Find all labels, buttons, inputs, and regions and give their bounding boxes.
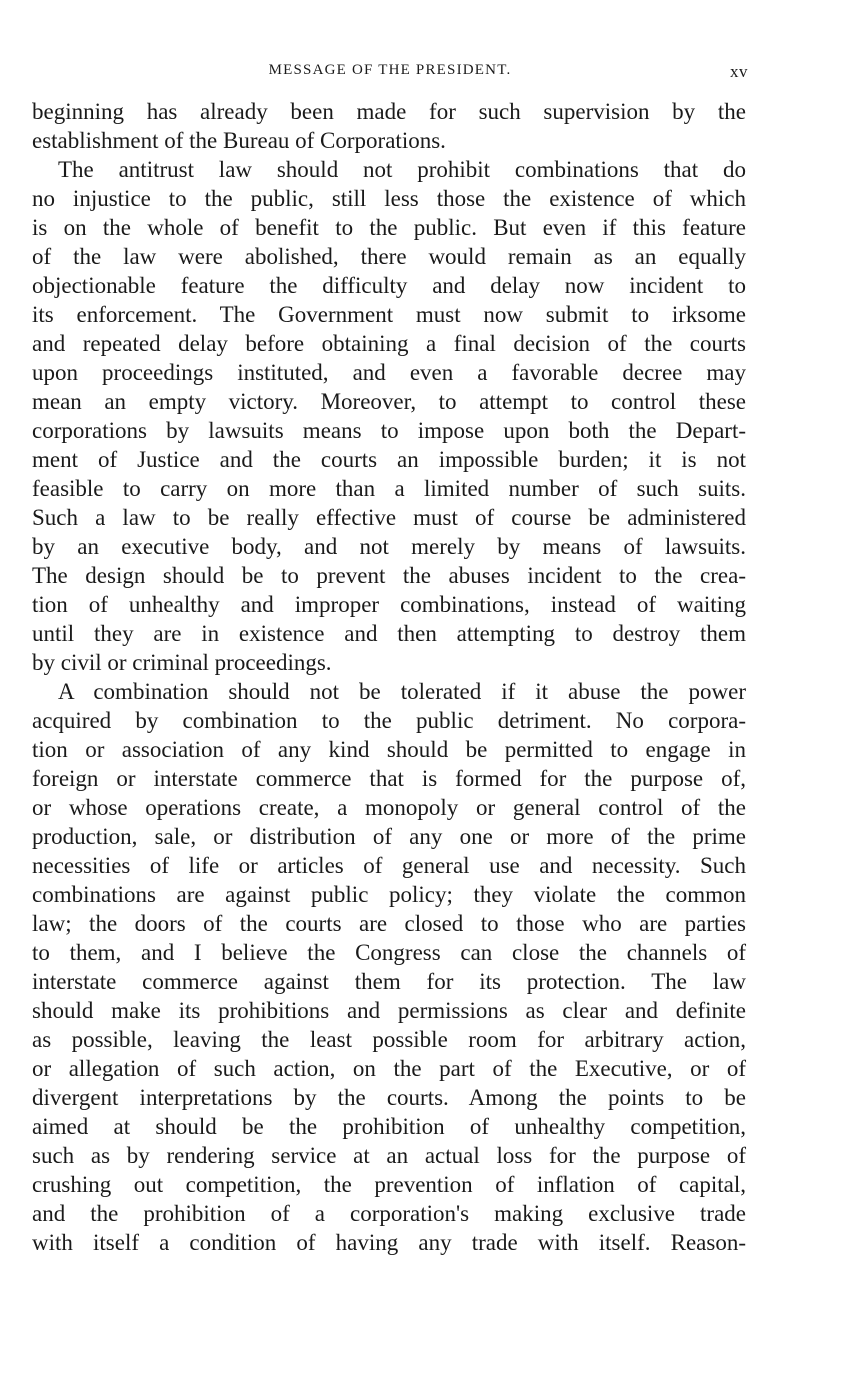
paragraph xyxy=(32,677,746,1257)
text-line: A combination should not be tolerated if it abuse the power xyxy=(58,679,746,704)
text-line: or whose operations create, a monopoly or general control of the xyxy=(32,795,746,820)
text-line: tion of unhealthy and improper combinations, instead of waiting xyxy=(32,592,746,617)
text-line: Such a law to be really effective must of course be administered xyxy=(32,505,746,530)
paragraph xyxy=(32,155,746,677)
text-line: of the law were abolished, there would remain as an equally xyxy=(32,244,746,269)
text-line: corporations by lawsuits means to impose upon both the Depart- xyxy=(32,418,746,443)
text-line: until they are in existence and then attempting to destroy them xyxy=(32,621,746,646)
text-line: its enforcement. The Government must now submit to irksome xyxy=(32,302,746,327)
text-line: with itself a condition of having any trade with itself. Reason- xyxy=(32,1230,746,1255)
text-line: no injustice to the public, still less those the existence of which xyxy=(32,186,746,211)
text-line: is on the whole of benefit to the public. But even if this feature xyxy=(32,215,746,240)
text-line: aimed at should be the prohibition of unhealthy competition, xyxy=(32,1114,746,1139)
text-line: establishment of the Bureau of Corporations. xyxy=(32,128,446,153)
text-line: such as by rendering service at an actual loss for the purpose of xyxy=(32,1143,746,1168)
text-line: as possible, leaving the least possible room for arbitrary action, xyxy=(32,1027,746,1052)
text-line: production, sale, or distribution of any one or more of the prime xyxy=(32,824,746,849)
text-line: by an executive body, and not merely by means of lawsuits. xyxy=(32,534,746,559)
text-line: and the prohibition of a corporation's making exclusive trade xyxy=(32,1201,746,1226)
text-line: interstate commerce against them for its protection. The law xyxy=(32,969,746,994)
text-line: The antitrust law should not prohibit combinations that do xyxy=(58,157,746,182)
text-line: ment of Justice and the courts an impossible burden; it is not xyxy=(32,447,746,472)
text-line: tion or association of any kind should be permitted to engage in xyxy=(32,737,746,762)
text-line: law; the doors of the courts are closed to those who are parties xyxy=(32,911,746,936)
text-line: beginning has already been made for such supervision by the xyxy=(32,99,746,124)
text-line: to them, and I believe the Congress can close the channels of xyxy=(32,940,746,965)
text-line: upon proceedings instituted, and even a favorable decree may xyxy=(32,360,746,385)
text-line: combinations are against public policy; they violate the common xyxy=(32,882,746,907)
page-number: xv xyxy=(730,62,748,81)
running-title: MESSAGE OF THE PRESIDENT. xyxy=(268,62,512,78)
text-line: feasible to carry on more than a limited number of such suits. xyxy=(32,476,746,501)
body-text xyxy=(32,97,746,1257)
text-line: divergent interpretations by the courts. Among the points to be xyxy=(32,1085,746,1110)
text-line: foreign or interstate commerce that is formed for the purpose of, xyxy=(32,766,746,791)
text-line: objectionable feature the difficulty and delay now incident to xyxy=(32,273,746,298)
text-line: or allegation of such action, on the part of the Executive, or of xyxy=(32,1056,746,1081)
text-line: crushing out competition, the prevention of inflation of capital, xyxy=(32,1172,746,1197)
paragraph xyxy=(32,97,746,155)
text-line: should make its prohibitions and permissions as clear and definite xyxy=(32,998,746,1023)
text-line: The design should be to prevent the abuses incident to the crea- xyxy=(32,563,746,588)
text-line: by civil or criminal proceedings. xyxy=(32,650,332,675)
text-line: and repeated delay before obtaining a final decision of the courts xyxy=(32,331,746,356)
text-line: acquired by combination to the public detriment. No corpora- xyxy=(32,708,746,733)
running-head xyxy=(32,62,748,82)
text-line: mean an empty victory. Moreover, to attempt to control these xyxy=(32,389,746,414)
text-line: necessities of life or articles of general use and necessity. Such xyxy=(32,853,746,878)
